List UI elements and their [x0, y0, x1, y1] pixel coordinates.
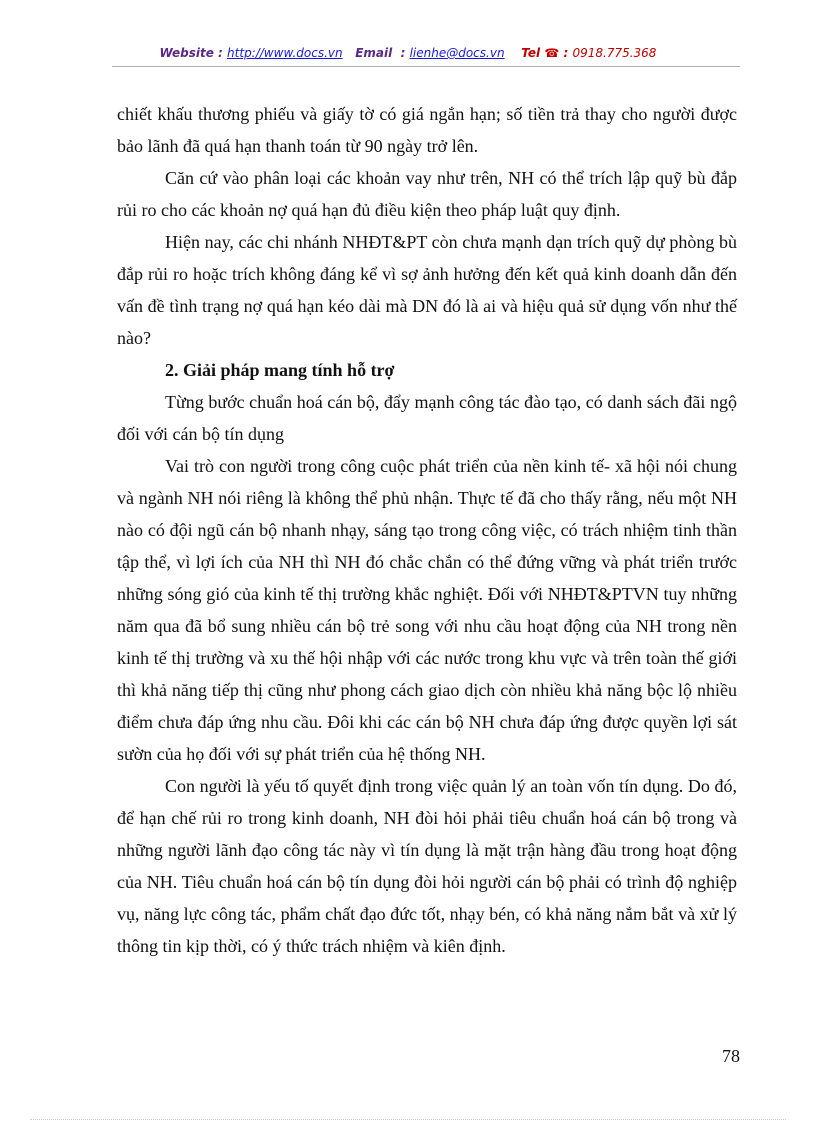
paragraph: Từng bước chuẩn hoá cán bộ, đẩy mạnh công tác đào tạo, có danh sách đãi ngộ đối với cán bộ tín dụng — [117, 392, 737, 444]
paragraph: Căn cứ vào phân loại các khoản vay như trên, NH có thể trích lập quỹ bù đắp rủi ro cho các khoản nợ quá hạn đủ điều kiện theo pháp luật quy định. — [117, 168, 737, 220]
page-header — [0, 46, 816, 60]
tel-number: 0918.775.368 — [572, 46, 657, 60]
email-label: Email — [355, 46, 393, 60]
paragraph: Con người là yếu tố quyết định trong việc quản lý an toàn vốn tín dụng. Do đó, để hạn chế rủi ro trong kinh doanh, NH đòi hỏi phải tiêu chuẩn hoá cán bộ trong và những người lãnh đạo công tác này vì tín dụng là mặt trận hàng đầu trong hoạt động của NH. Tiêu chuẩn hoá cán bộ tín dụng đòi hỏi người cán bộ phải có trình độ nghiệp vụ, năng lực công tác, phẩm chất đạo đức tốt, nhạy bén, có khả năng nắm bắt và xử lý thông tin kịp thời, có ý thức trách nhiệm và kiên định. — [117, 776, 737, 956]
website-label: Website : — [159, 46, 223, 60]
header-divider — [112, 66, 740, 67]
paragraph-continued: chiết khấu thương phiếu và giấy tờ có giá ngắn hạn; số tiền trả thay cho người được bảo lãnh đã quá hạn thanh toán từ 90 ngày trở lên. — [117, 104, 737, 156]
website-link[interactable]: http://www.docs.vn — [227, 46, 343, 60]
paragraph: Hiện nay, các chi nhánh NHĐT&PT còn chưa mạnh dạn trích quỹ dự phòng bù đắp rủi ro hoặc trích không đáng kể vì sợ ảnh hưởng đến kết quả kinh doanh dẫn đến vấn đề tình trạng nợ quá hạn kéo dài mà DN đó là ai và hiệu quả sử dụng vốn như thế nào? — [117, 232, 737, 348]
tel-label: Tel ☎ : — [521, 46, 569, 60]
document-body — [117, 98, 737, 962]
footer-divider — [30, 1119, 786, 1120]
section-heading: 2. Giải pháp mang tính hỗ trợ — [165, 360, 395, 380]
page-number: 78 — [722, 1046, 740, 1066]
paragraph: Vai trò con người trong công cuộc phát triển của nền kinh tế- xã hội nói chung và ngành NH nói riêng là không thể phủ nhận. Thực tế đã cho thấy rằng, nếu một NH nào có đội ngũ cán bộ nhanh nhạy, sáng tạo trong công việc, có trách nhiệm tinh thần tập thể, vì lợi ích của NH thì NH đó chắc chắn có thể đứng vững và phát triển trước những sóng gió của kinh tế thị trường khắc nghiệt. Đối với NHĐT&PTVN tuy những năm qua đã bổ sung nhiều cán bộ trẻ song với nhu cầu hoạt động của NH trong nền kinh tế thị trường và xu thế hội nhập với các nước trong khu vực và trên toàn thế giới thì khả năng tiếp thị cũng như phong cách giao dịch còn nhiều khả năng bộc lộ nhiều điểm chưa đáp ứng nhu cầu. Đôi khi các cán bộ NH chưa đáp ứng được quyền lợi sát sườn của họ đối với sự phát triển của hệ thống NH. — [117, 456, 737, 764]
email-link[interactable]: lienhe@docs.vn — [409, 46, 505, 60]
email-separator: : — [400, 46, 406, 60]
